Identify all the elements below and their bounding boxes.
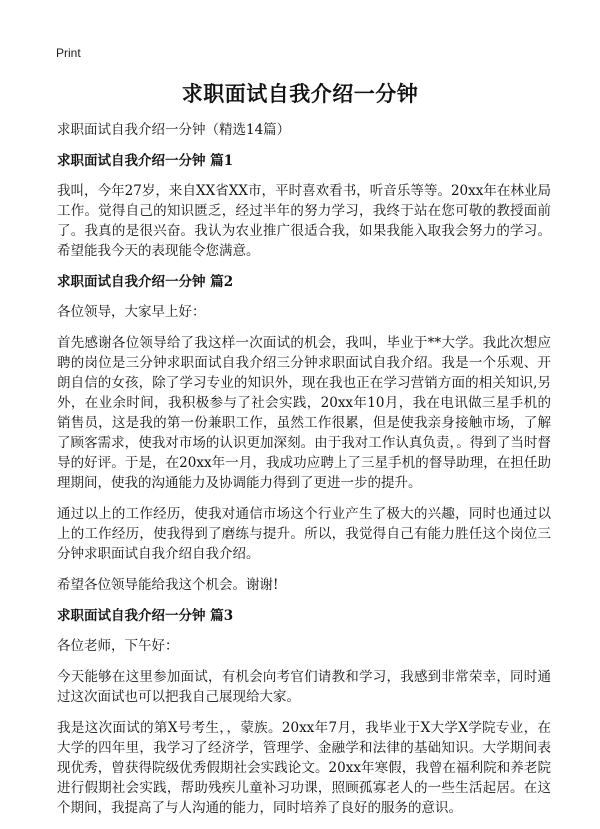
document-title: 求职面试自我介绍一分钟 [181, 81, 419, 106]
section-heading-2: 求职面试自我介绍一分钟 篇2 [57, 274, 234, 290]
section-1-paragraph-1: 我叫，今年27岁，来自XX省XX市，平时喜欢看书，听音乐等等。20xx年在林业局工作。觉得自己的知识匮乏，经过半年的努力学习，我终于站在您可敬的教授面前了。我真的是很兴奋。我认为农业推广很适合我，如果我能入取我会努力的学习。希望能我今天的表现能令您满意。 [57, 183, 551, 259]
section-2-paragraph-2: 首先感谢各位领导给了我这样一次面试的机会，我叫，毕业于**大学。我此次想应聘的岗位是三分钟求职面试自我介绍三分钟求职面试自我介绍。我是一个乐观、开朗自信的女孩，除了学习专业的知识外，现在我也正在学习营销方面的相关知识,另外，在业余时间，我积极参与了社会实践，20xx年10月，我在电讯做三星手机的销售员，这是我的第一份兼职工作，虽然工作很累，但是使我亲身接触市场，了解了顾客需求，使我对市场的认识更加深刻。由于我对工作认真负责，。得到了当时督导的好评。于是，在20xx年一月，我成功应聘上了三星手机的督导助理，在担任助理期间，使我的沟通能力及协调能力得到了更进一步的提升。 [57, 335, 551, 491]
document-body [57, 120, 551, 829]
section-3-paragraph-3: 我是这次面试的第X号考生，，蒙族。20xx年7月，我毕业于X大学X学院专业，在大学的四年里，我学习了经济学，管理学、金融学和法律的基础知识。大学期间表现优秀，曾获得院级优秀假期社会实践论文。20xx年寒假，我曾在福利院和养老院进行假期社会实践，帮助残疾儿童补习功课，照顾孤寡老人的一些生活起居。在这个期间，我提高了与人沟通的能力，同时培养了良好的服务的意识。 [57, 720, 551, 816]
section-3-paragraph-1: 各位老师，下午好： [57, 638, 179, 654]
section-heading-1: 求职面试自我介绍一分钟 篇1 [57, 153, 234, 169]
section-2-paragraph-3: 通过以上的工作经历，使我对通信市场这个行业产生了极大的兴趣，同时也通过以上的工作经历，使我得到了磨练与提升。所以，我觉得自己有能力胜任这个岗位三分钟求职面试自我介绍自我介绍。 [57, 506, 551, 562]
section-2-paragraph-1: 各位领导，大家早上好： [57, 304, 206, 320]
section-heading-3: 求职面试自我介绍一分钟 篇3 [57, 608, 234, 624]
document-subtitle: 求职面试自我介绍一分钟（精选14篇） [57, 122, 291, 138]
print-label: Print [56, 46, 81, 60]
section-2-paragraph-4: 希望各位领导能给我这个机会。谢谢! [57, 577, 279, 593]
section-3-paragraph-2: 今天能够在这里参加面试，有机会向考官们请教和学习，我感到非常荣幸，同时通过这次面试也可以把我自己展现给大家。 [57, 669, 551, 705]
